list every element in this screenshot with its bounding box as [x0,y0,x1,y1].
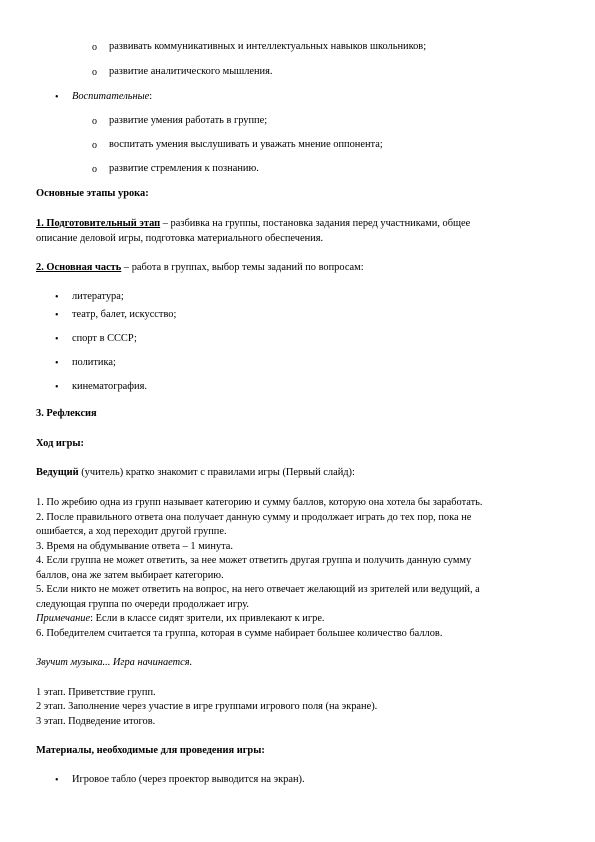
rule-note: Примечание: Если в классе сидят зрители, их привлекают к игре. [36,613,325,624]
circle-bullet-icon: o [92,116,97,127]
game-heading: Ход игры: [36,438,84,449]
step-item: 3 этап. Подведение итогов. [36,716,156,727]
rule-5-cont: следующая группа по очереди продолжает игру. [36,599,249,610]
circle-bullet-icon: o [92,42,97,53]
stage-2-paragraph: 2. Основная часть – работа в группах, выбор темы заданий по вопросам: [36,262,364,273]
topic-item: политика; [72,357,116,368]
circle-bullet-icon: o [92,67,97,78]
materials-heading: Материалы, необходимые для проведения игры: [36,745,265,756]
stages-heading: Основные этапы урока: [36,188,149,199]
bullet-icon: • [55,92,59,103]
rule-4: 4. Если группа не может ответить, за нее может ответить другая группа и получить данную сумму [36,555,472,566]
bullet-icon: • [55,775,59,786]
list-item: развитие умения работать в группе; [109,115,268,126]
topic-item: литература; [72,291,124,302]
circle-bullet-icon: o [92,164,97,175]
rule-2: 2. После правильного ответа она получает данную сумму и продолжает играть до тех пор, пока не [36,512,472,523]
music-line: Звучит музыка... Игра начинается. [36,657,193,668]
step-item: 1 этап. Приветствие групп. [36,687,156,698]
rule-1: 1. По жребию одна из групп называет категорию и сумму баллов, которую она хотела бы заработать. [36,497,483,508]
circle-bullet-icon: o [92,140,97,151]
rule-4-cont: баллов, она же затем выбирает категорию. [36,570,224,581]
rule-6: 6. Победителем считается та группа, которая в сумме набирает большее количество баллов. [36,628,443,639]
bullet-icon: • [55,358,59,369]
topic-item: кинематография. [72,381,147,392]
bullet-icon: • [55,292,59,303]
bullet-icon: • [55,382,59,393]
host-intro: Ведущий (учитель) кратко знакомит с правилами игры (Первый слайд): [36,467,355,478]
list-item: развитие аналитического мышления. [109,66,273,77]
material-item: Игровое табло (через проектор выводится на экран). [72,774,305,785]
rule-2-cont: ошибается, а ход переходит другой группе. [36,526,227,537]
educational-goals-label: Воспитательные: [72,91,153,102]
step-item: 2 этап. Заполнение через участие в игре группами игрового поля (на экране). [36,701,378,712]
bullet-icon: • [55,310,59,321]
list-item: развитие стремления к познанию. [109,163,259,174]
stage-1-paragraph-cont: описание деловой игры, подготовка материального обеспечения. [36,233,324,244]
stage-3-heading: 3. Рефлексия [36,408,97,419]
topic-item: спорт в СССР; [72,333,137,344]
bullet-icon: • [55,334,59,345]
topic-item: театр, балет, искусство; [72,309,177,320]
stage-1-paragraph: 1. Подготовительный этап – разбивка на группы, постановка задания перед участниками, общее [36,218,471,229]
list-item: воспитать умения выслушивать и уважать мнение оппонента; [109,139,383,150]
rule-3: 3. Время на обдумывание ответа – 1 минута. [36,541,233,552]
list-item: развивать коммуникативных и интеллектуальных навыков школьников; [109,41,427,52]
rule-5: 5. Если никто не может ответить на вопрос, на него отвечает желающий из зрителей или ведущий, а [36,584,480,595]
